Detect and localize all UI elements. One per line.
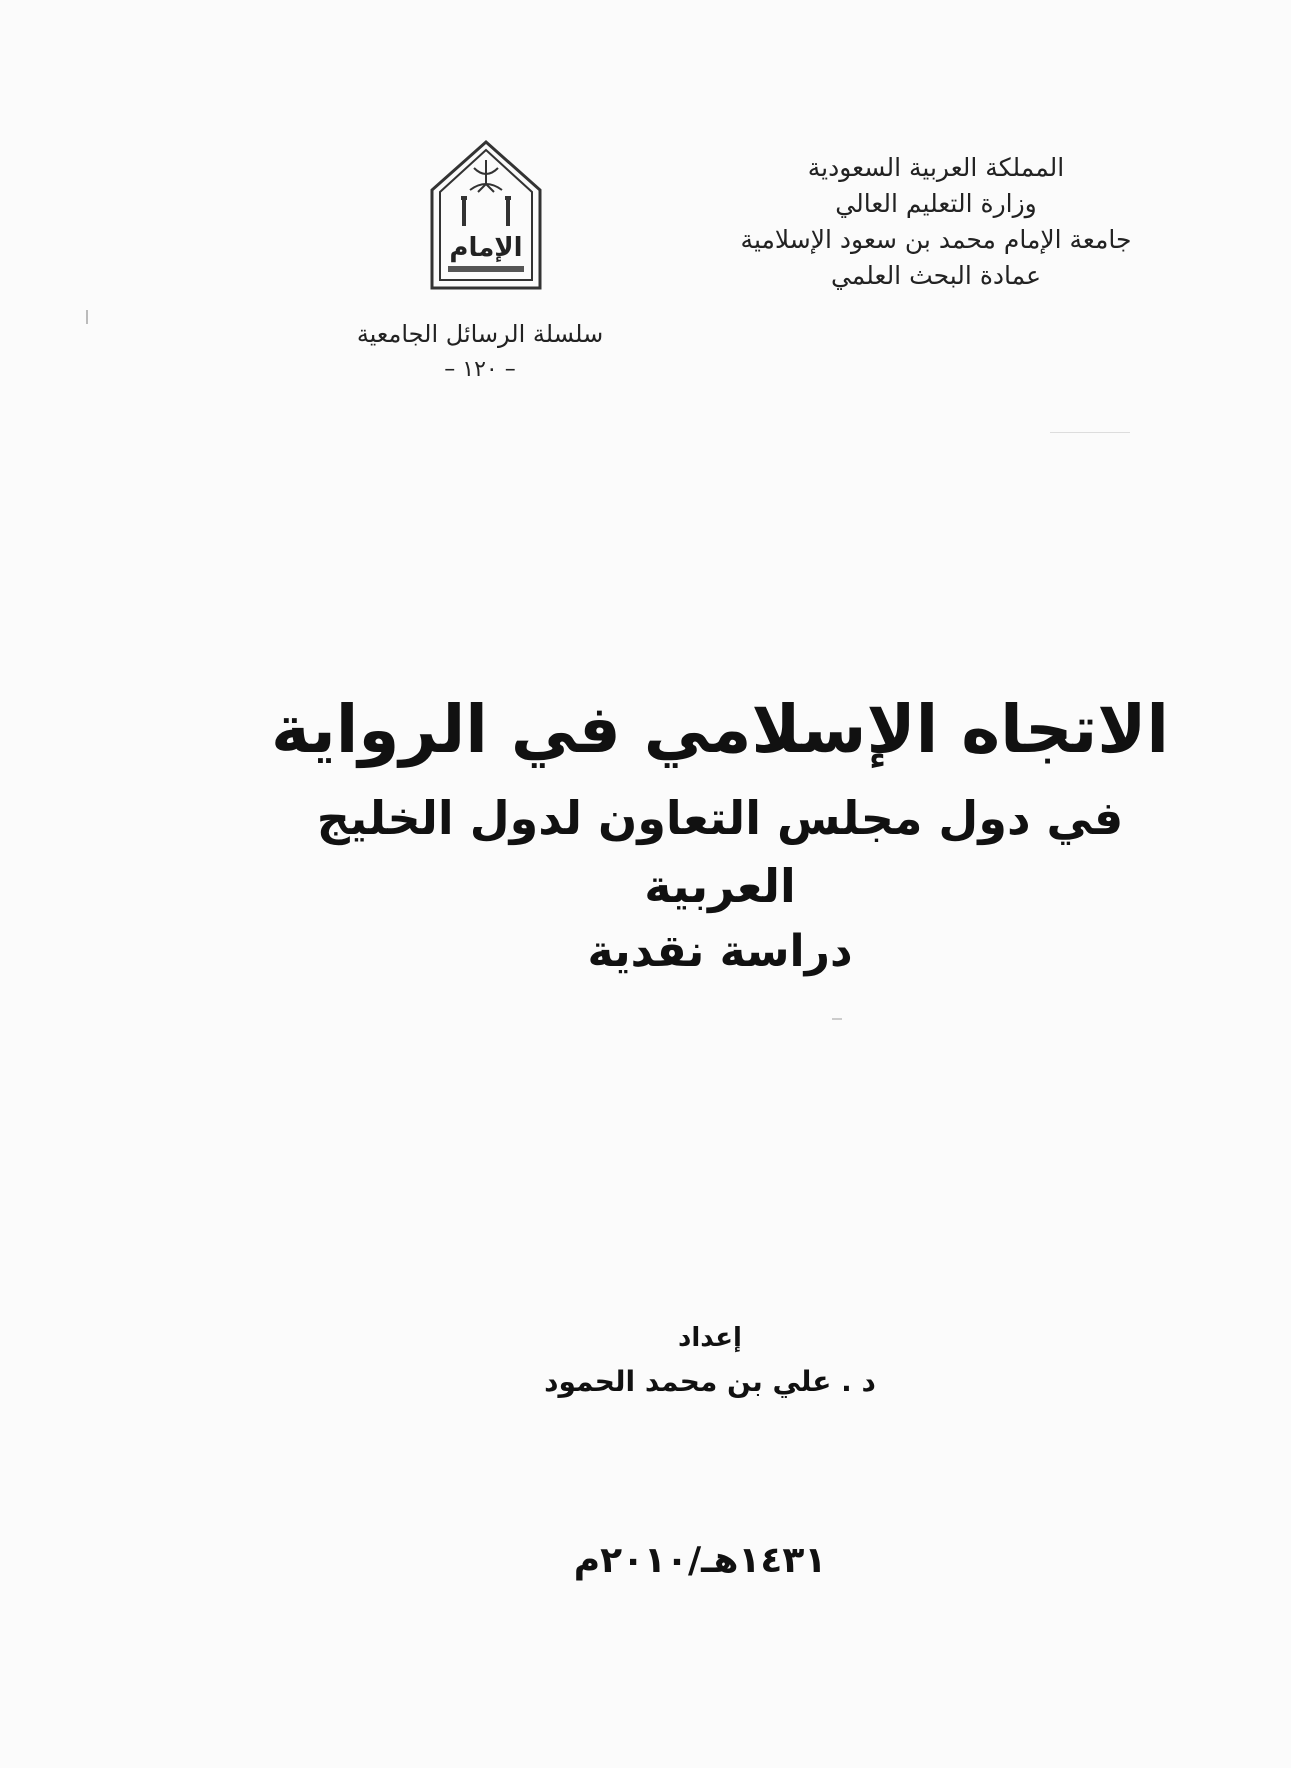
- study-type: دراسة نقدية: [587, 926, 853, 977]
- series-block: [330, 316, 630, 388]
- scan-speck: [832, 1018, 842, 1020]
- title-block: [260, 680, 1180, 984]
- series-number: – ١٢٠ –: [444, 357, 516, 382]
- deanship-name: عمادة البحث العلمي: [830, 261, 1042, 290]
- author-name: د . علي بن محمد الحمود: [544, 1365, 876, 1398]
- scan-speck: [86, 310, 88, 324]
- prepared-by-label: إعداد: [678, 1323, 742, 1353]
- ministry-name: وزارة التعليم العالي: [835, 189, 1037, 218]
- subtitle: في دول مجلس التعاون لدول الخليج العربية: [316, 791, 1124, 913]
- main-title: الاتجاه الإسلامي في الرواية: [270, 691, 1170, 768]
- university-name: جامعة الإمام محمد بن سعود الإسلامية: [740, 225, 1132, 254]
- author-block: [500, 1318, 920, 1406]
- publication-date: ١٤٣١هـ/٢٠١٠م: [573, 1540, 827, 1581]
- imam-university-emblem-icon: [428, 138, 544, 294]
- institution-header: [676, 150, 1196, 294]
- scan-speck: [1050, 432, 1130, 433]
- country-name: المملكة العربية السعودية: [807, 153, 1065, 182]
- logo-text: الإمام: [449, 233, 523, 263]
- series-name: سلسلة الرسائل الجامعية: [356, 320, 604, 348]
